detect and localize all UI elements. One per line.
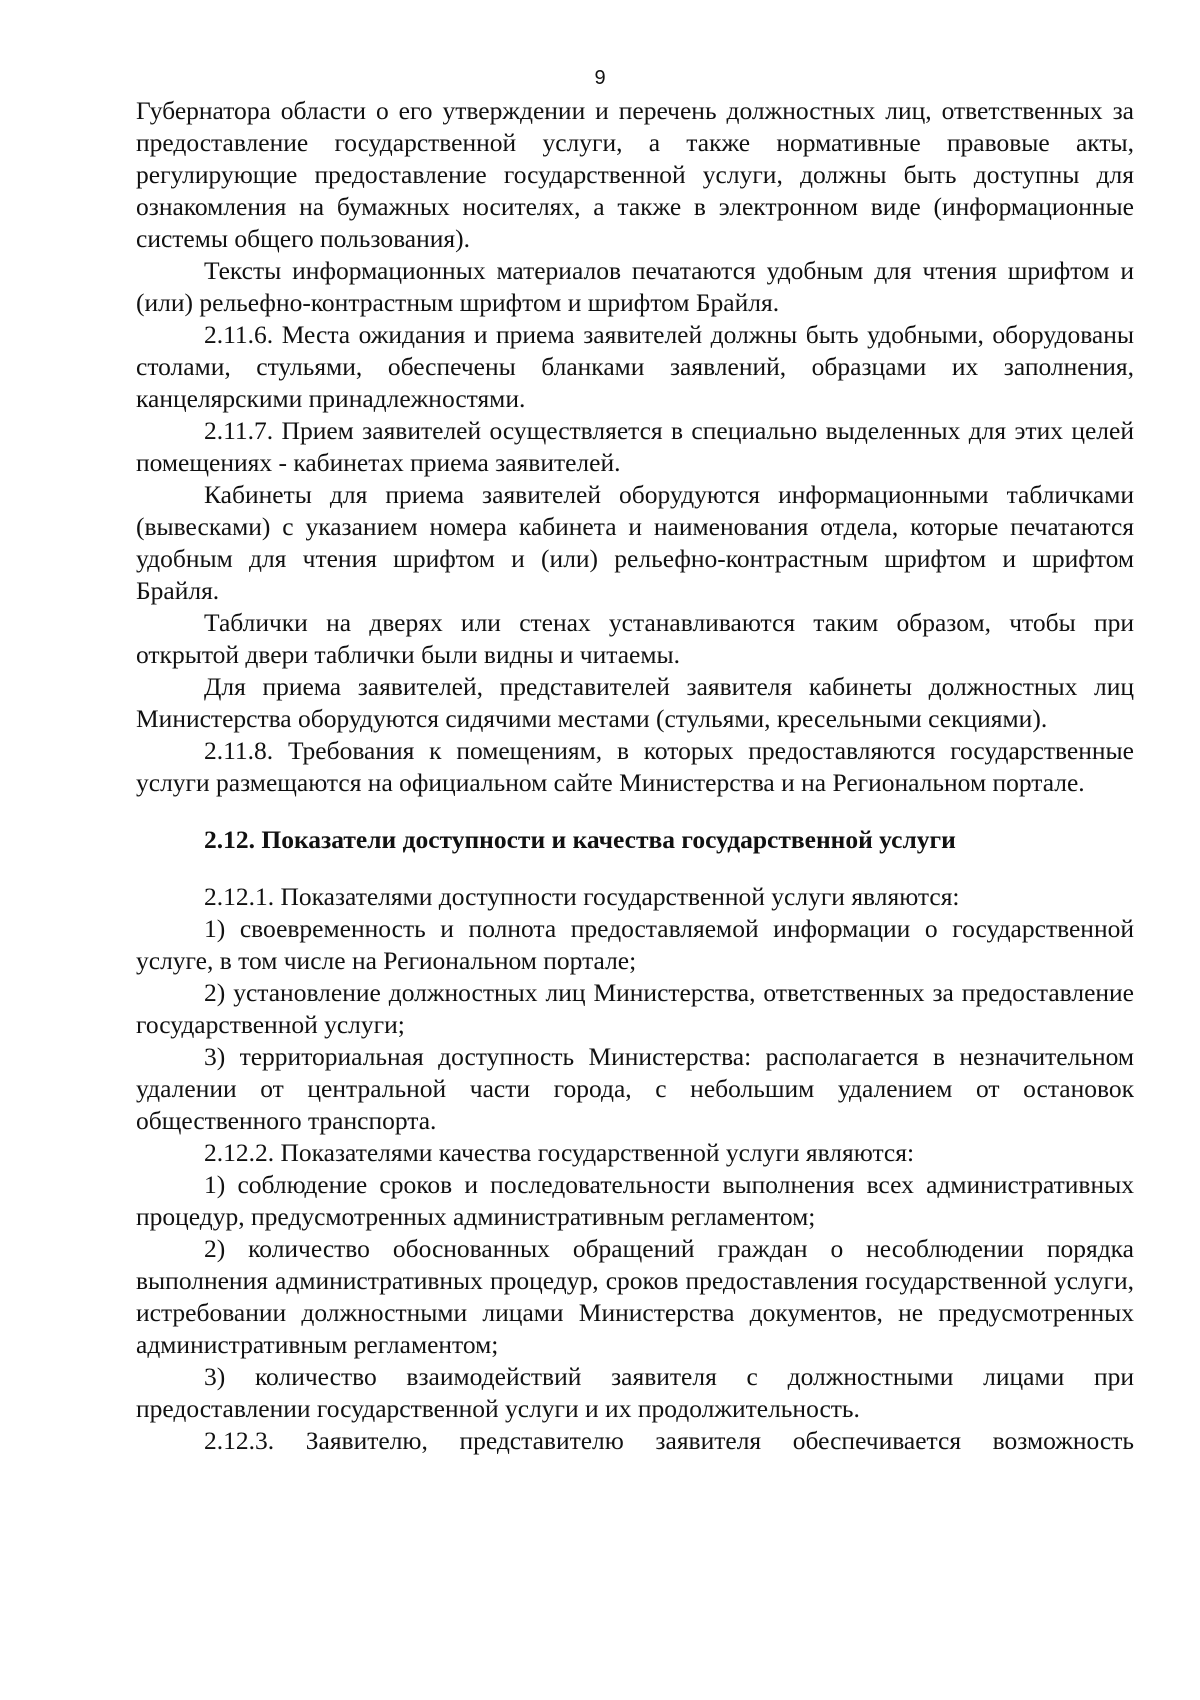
paragraph-2-12-3: 2.12.3. Заявителю, представителю заявителя обеспечивается возможность (204, 1426, 1134, 1455)
paragraph-cabinets: Кабинеты для приема заявителей оборудуются информационными табличками (вывесками) с указанием номера кабинета и наименования отдела, которые печатаются удобным для чтения шрифтом и (или) рельефно-контрастным шрифтом и шрифтом Брайля. (136, 480, 1134, 605)
paragraph-2-11-6: 2.11.6. Места ожидания и приема заявителей должны быть удобными, оборудованы столами, стульями, обеспечены бланками заявлений, образцами их заполнения, канцелярскими принадлежностями. (136, 320, 1134, 413)
document-body (136, 95, 1134, 1457)
section-heading: 2.12. Показатели доступности и качества государственной услуги (204, 825, 956, 854)
list-item-quality-3: 3) количество взаимодействий заявителя с должностными лицами при предоставлении государственной услуги и их продолжительность. (136, 1362, 1134, 1423)
page-number: 9 (594, 67, 606, 89)
paragraph-door-plates: Таблички на дверях или стенах устанавливаются таким образом, чтобы при открытой двери таблички были видны и читаемы. (136, 608, 1134, 669)
list-item-access-3: 3) территориальная доступность Министерства: располагается в незначительном удалении от центральной части города, с небольшим удалением от остановок общественного транспорта. (136, 1042, 1134, 1135)
paragraph-info-materials: Тексты информационных материалов печатаются удобным для чтения шрифтом и (или) рельефно-контрастным шрифтом и шрифтом Брайля. (136, 256, 1134, 317)
list-item-quality-1: 1) соблюдение сроков и последовательности выполнения всех административных процедур, предусмотренных административным регламентом; (136, 1170, 1134, 1231)
paragraph-2-11-7: 2.11.7. Прием заявителей осуществляется в специально выделенных для этих целей помещениях - кабинетах приема заявителей. (136, 416, 1134, 477)
paragraph-2-12-2: 2.12.2. Показателями качества государственной услуги являются: (204, 1138, 915, 1167)
paragraph-continuation: Губернатора области о его утверждении и перечень должностных лиц, ответственных за предоставление государственной услуги, а также нормативные правовые акты, регулирующие предоставление государственной услуги, должны быть доступны для ознакомления на бумажных носителях, а также в электронном виде (информационные системы общего пользования). (136, 96, 1134, 253)
paragraph-seating: Для приема заявителей, представителей заявителя кабинеты должностных лиц Министерства оборудуются сидячими местами (стульями, кресельными секциями). (136, 672, 1134, 733)
list-item-quality-2: 2) количество обоснованных обращений граждан о несоблюдении порядка выполнения административных процедур, сроков предоставления государственной услуги, истребовании должностными лицами Министерства документов, не предусмотренных административным регламентом; (136, 1234, 1134, 1359)
list-item-access-2: 2) установление должностных лиц Министерства, ответственных за предоставление государственной услуги; (136, 978, 1134, 1039)
paragraph-2-11-8: 2.11.8. Требования к помещениям, в которых предоставляются государственные услуги размещаются на официальном сайте Министерства и на Региональном портале. (136, 736, 1134, 797)
paragraph-2-12-1: 2.12.1. Показателями доступности государственной услуги являются: (204, 882, 960, 911)
list-item-access-1: 1) своевременность и полнота предоставляемой информации о государственной услуге, в том числе на Региональном портале; (136, 914, 1134, 975)
